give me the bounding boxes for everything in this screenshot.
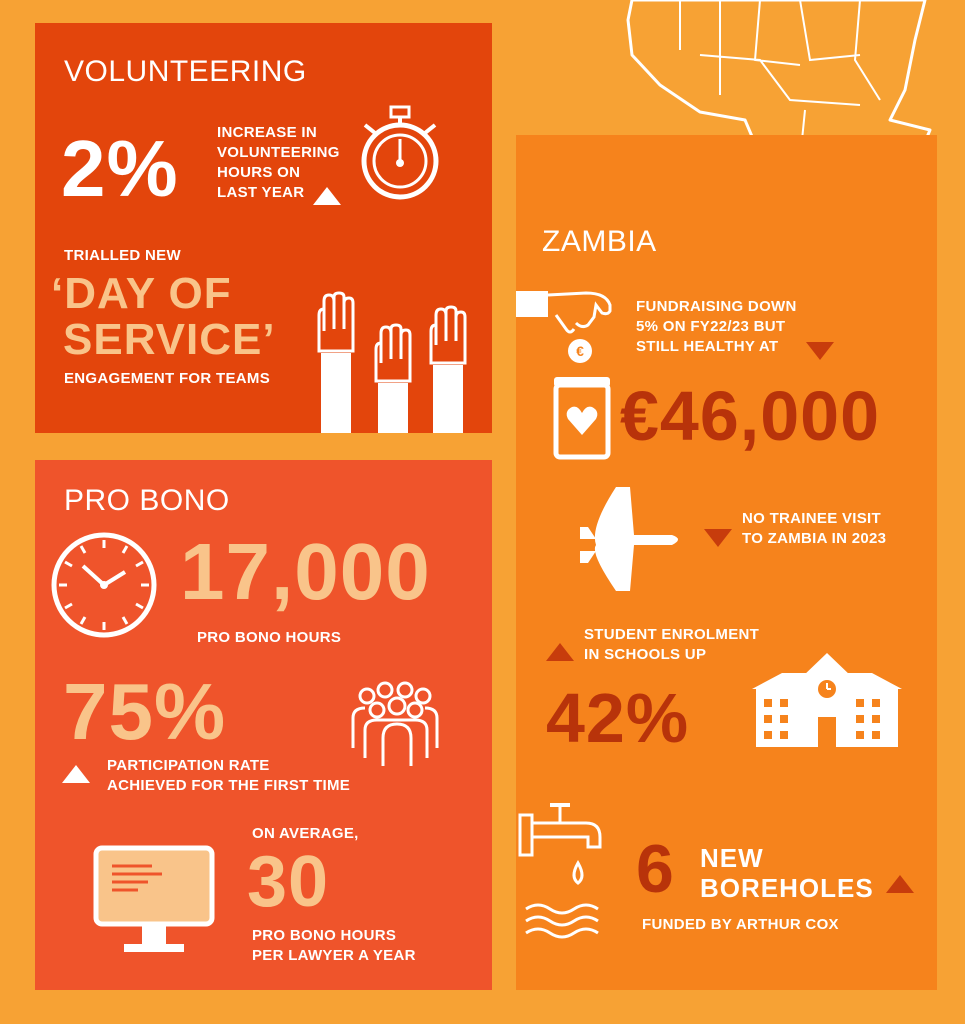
- enrolment-value: 42%: [546, 679, 690, 757]
- donation-jar-icon: [550, 373, 620, 463]
- volunteering-stat-text: INCREASE IN VOLUNTEERING HOURS ON LAST YEAR: [217, 124, 340, 201]
- decrease-triangle-icon: [704, 529, 732, 547]
- increase-triangle-icon: [546, 643, 574, 661]
- volunteering-title: VOLUNTEERING: [64, 55, 307, 88]
- enrolment-text: STUDENT ENROLMENT IN SCHOOLS UP: [584, 626, 760, 663]
- pro-bono-hours-value: 17,000: [180, 527, 431, 616]
- day-of-service-title: ‘DAY OF SERVICE’: [51, 269, 276, 364]
- boreholes-sub: FUNDED BY ARTHUR COX: [642, 916, 839, 933]
- zambia-title: ZAMBIA: [542, 225, 657, 258]
- participation-rate-value: 75%: [63, 667, 227, 756]
- fundraising-value: €46,000: [620, 377, 881, 455]
- monitor-icon: [90, 842, 220, 962]
- increase-triangle-icon: [62, 765, 90, 783]
- trial-label: TRIALLED NEW: [64, 247, 181, 264]
- trial-sub: ENGAGEMENT FOR TEAMS: [64, 370, 271, 387]
- water-tap-icon: [520, 801, 610, 941]
- average-label: ON AVERAGE,: [252, 825, 359, 842]
- boreholes-value: 6: [636, 831, 675, 907]
- pro-bono-panel: [35, 460, 492, 990]
- stopwatch-icon: [355, 103, 445, 203]
- boreholes-text: NEW BOREHOLES: [700, 843, 874, 903]
- increase-triangle-icon: [886, 875, 914, 893]
- average-text: PRO BONO HOURS PER LAWYER A YEAR: [252, 927, 416, 964]
- decrease-triangle-icon: [806, 342, 834, 360]
- pro-bono-hours-label: PRO BONO HOURS: [197, 629, 342, 646]
- volunteering-panel: [35, 23, 492, 433]
- volunteering-stat-value: 2%: [61, 124, 179, 213]
- average-value: 30: [247, 842, 330, 922]
- trainee-text: NO TRAINEE VISIT TO ZAMBIA IN 2023: [742, 510, 887, 547]
- airplane-icon: [576, 487, 686, 597]
- increase-triangle-icon: [313, 187, 341, 205]
- participation-rate-text: PARTICIPATION RATE ACHIEVED FOR THE FIRST TIME: [107, 757, 351, 794]
- people-group-icon: [347, 678, 447, 768]
- coin-symbol: €: [576, 343, 584, 359]
- clock-icon: [49, 530, 159, 640]
- zambia-panel: [516, 135, 937, 990]
- school-building-icon: [752, 649, 902, 749]
- pro-bono-title: PRO BONO: [64, 484, 230, 517]
- raised-hands-icon: [315, 293, 475, 433]
- fundraising-text: FUNDRAISING DOWN 5% ON FY22/23 BUT STILL HEALTHY AT: [636, 298, 797, 355]
- hand-coin-icon: [516, 285, 626, 375]
